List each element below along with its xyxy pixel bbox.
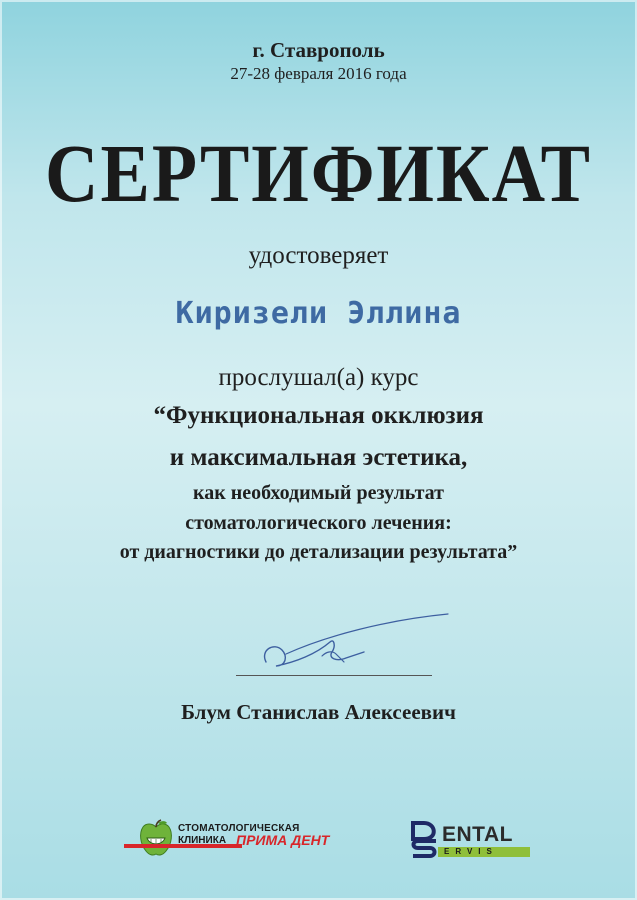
prima-dent-line-1: СТОМАТОЛОГИЧЕСКАЯ xyxy=(178,823,300,834)
prima-dent-line-2: КЛИНИКА xyxy=(178,835,227,846)
course-title-line-5: от диагностики до детализации результата” xyxy=(119,541,518,563)
handwritten-signature xyxy=(226,606,456,686)
course-title-line-2: и максимальная эстетика, xyxy=(169,444,468,471)
certificate-title: СЕРТИФИКАТ xyxy=(45,128,592,220)
prima-dent-brand: ПРИМА ДЕНТ xyxy=(236,832,330,848)
course-title-line-4: стоматологического лечения: xyxy=(185,512,452,534)
signature-line xyxy=(236,675,432,676)
course-title-line-1: “Функциональная окклюзия xyxy=(153,402,484,429)
certifies-text: удостоверяет xyxy=(248,242,389,269)
prima-dent-bottom-row xyxy=(124,832,330,849)
ds-monogram-icon xyxy=(410,820,440,858)
dental-wordmark: ENTAL xyxy=(442,823,513,846)
dental-servis-logo xyxy=(410,818,535,862)
attended-text: прослушал(а) курс xyxy=(218,364,419,391)
recipient-name: Киризели Эллина xyxy=(175,296,462,331)
signer-name: Блум Станислав Алексеевич xyxy=(181,700,456,724)
dental-subwordmark: ERVIS xyxy=(444,847,498,856)
prima-dent-logo xyxy=(124,816,330,860)
course-title-line-3: как необходимый результат xyxy=(193,482,444,504)
event-dates: 27-28 февраля 2016 года xyxy=(230,64,407,83)
city: г. Ставрополь xyxy=(252,38,385,62)
